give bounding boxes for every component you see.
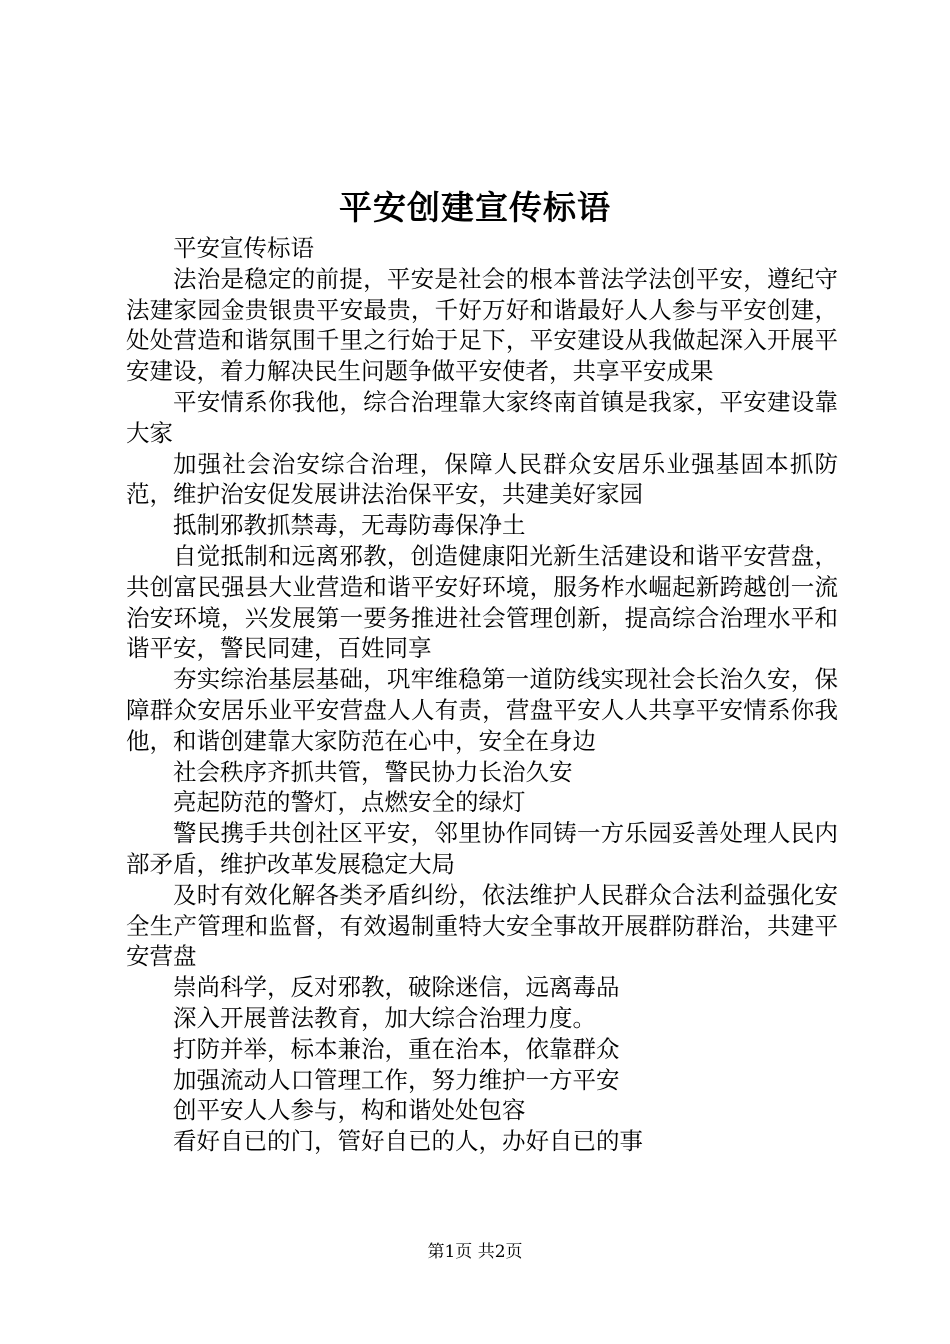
paragraph: 打防并举，标本兼治，重在治本，依靠群众 [173, 1034, 620, 1063]
paragraph: 加强流动人口管理工作，努力维护一方平安 [173, 1065, 620, 1094]
paragraph: 抵制邪教抓禁毒，无毒防毒保净土 [173, 511, 526, 540]
paragraph: 警民携手共创社区平安，邻里协作同铸一方乐园妥善处理人民内部矛盾，维护改革发展稳定大局 [126, 819, 838, 878]
paragraph: 崇尚科学，反对邪教，破除迷信，远离毒品 [173, 973, 620, 1002]
document-body [126, 233, 838, 1157]
paragraph: 创平安人人参与，构和谐处处包容 [173, 1096, 526, 1125]
paragraph: 亮起防范的警灯，点燃安全的绿灯 [173, 788, 526, 817]
page-indicator: 第1页 共2页 [427, 1242, 523, 1262]
paragraph: 看好自已的门，管好自已的人，办好自已的事 [173, 1127, 643, 1156]
paragraph: 夯实综治基层基础，巩牢维稳第一道防线实现社会长治久安，保障群众安居乐业平安营盘人人有责，营盘平安人人共享平安情系你我他，和谐创建靠大家防范在心中，安全在身边 [126, 665, 838, 755]
paragraph: 深入开展普法教育，加大综合治理力度。 [173, 1003, 596, 1032]
paragraph: 法治是稳定的前提，平安是社会的根本普法学法创平安，遵纪守法建家园金贵银贵平安最贵，千好万好和谐最好人人参与平安创建，处处营造和谐氛围千里之行始于足下，平安建设从我做起深入开展平安建设，着力解决民生问题争做平安使者，共享平安成果 [126, 264, 838, 386]
paragraph: 自觉抵制和远离邪教，创造健康阳光新生活建设和谐平安营盘，共创富民强县大业营造和谐平安好环境，服务柞水崛起新跨越创一流治安环境，兴发展第一要务推进社会管理创新，提高综合治理水平和谐平安，警民同建，百姓同享 [126, 541, 838, 663]
document-title: 平安创建宣传标语 [339, 188, 611, 227]
paragraph: 社会秩序齐抓共管，警民协力长治久安 [173, 757, 573, 786]
paragraph: 及时有效化解各类矛盾纠纷，依法维护人民群众合法利益强化安全生产管理和监督，有效遏制重特大安全事故开展群防群治，共建平安营盘 [126, 880, 838, 971]
paragraph: 平安情系你我他，综合治理靠大家终南首镇是我家，平安建设靠大家 [126, 387, 838, 447]
paragraph: 加强社会治安综合治理，保障人民群众安居乐业强基固本抓防范，维护治安促发展讲法治保平安，共建美好家园 [126, 449, 838, 509]
paragraph: 平安宣传标语 [173, 234, 314, 262]
